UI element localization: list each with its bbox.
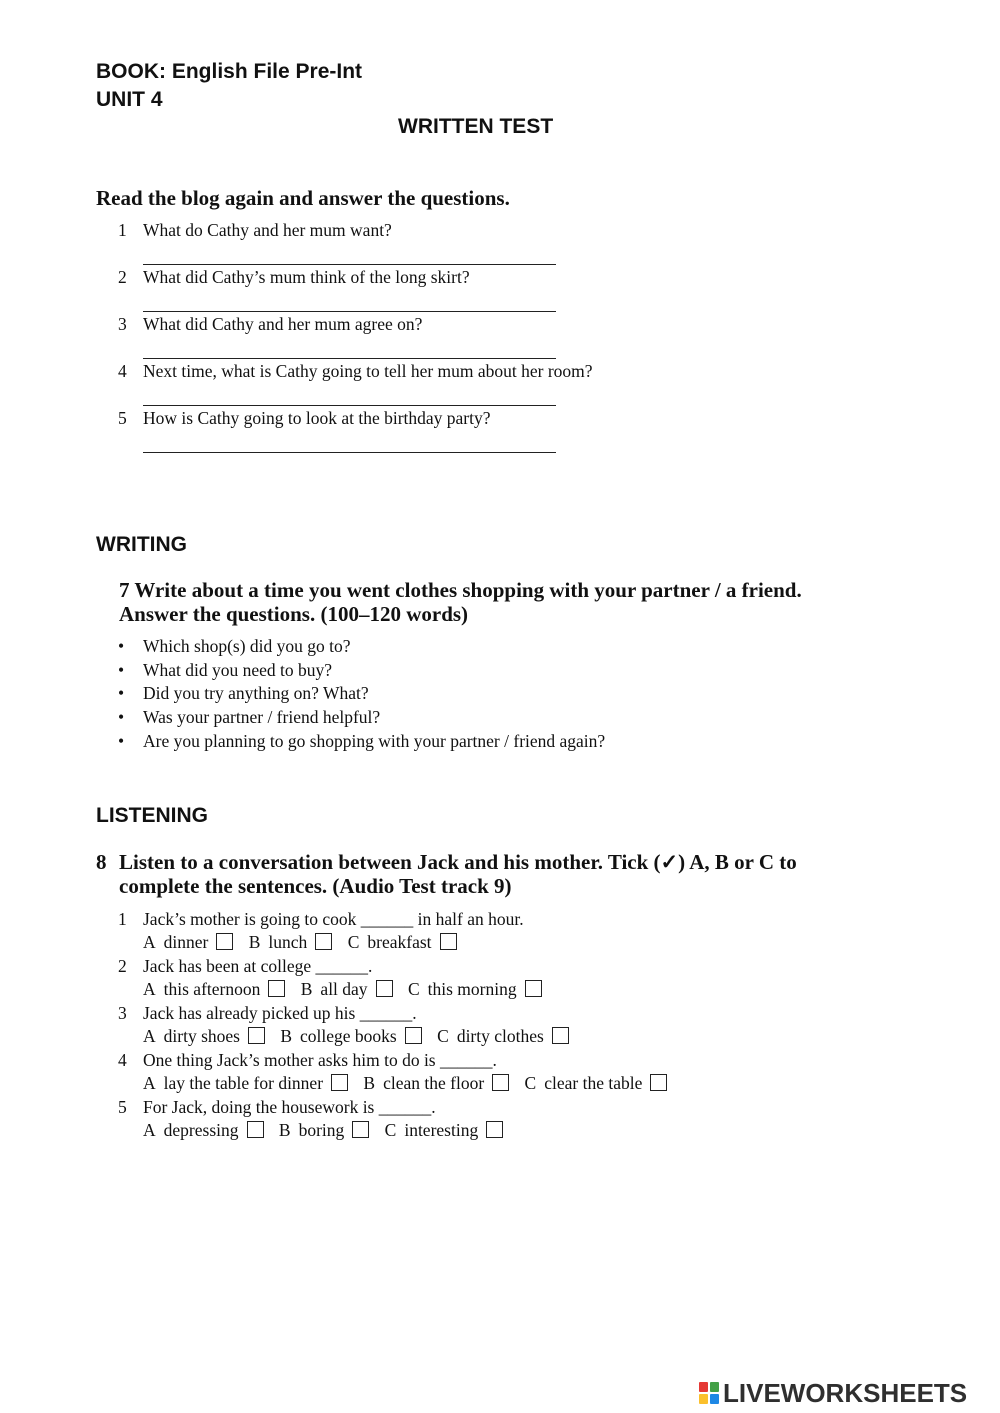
option-b: B clean the floor: [363, 1073, 509, 1094]
unit-title: UNIT 4: [96, 88, 163, 111]
option-a: A dinner: [143, 932, 233, 953]
bullet-text: Did you try anything on? What?: [143, 683, 369, 703]
question-text: What do Cathy and her mum want?: [143, 220, 392, 240]
options-row: [143, 1073, 678, 1094]
question-number: 5: [118, 408, 127, 428]
tick-box-4b[interactable]: [492, 1074, 509, 1091]
reading-question: [118, 361, 593, 382]
bullet-text: Was your partner / friend helpful?: [143, 707, 381, 727]
option-a: A dirty shoes: [143, 1026, 265, 1047]
option-c: C interesting: [385, 1120, 504, 1141]
option-b: B lunch: [249, 932, 333, 953]
tick-box-2b[interactable]: [376, 980, 393, 997]
item-text: For Jack, doing the housework is ______.: [143, 1097, 436, 1117]
tick-box-5c[interactable]: [486, 1121, 503, 1138]
reading-question: [118, 267, 470, 288]
liveworksheets-logo-icon: [698, 1380, 720, 1406]
option-c: C breakfast: [348, 932, 457, 953]
item-number: 5: [118, 1097, 127, 1117]
listening-task-line1: Listen to a conversation between Jack and his mother. Tick (✓) A, B or C to: [119, 850, 797, 874]
tick-box-3c[interactable]: [552, 1027, 569, 1044]
liveworksheets-logo[interactable]: [698, 1378, 967, 1408]
test-title: WRITTEN TEST: [398, 115, 554, 138]
item-number: 4: [118, 1050, 127, 1070]
writing-task-line2: Answer the questions. (100–120 words): [119, 602, 469, 626]
options-row: [143, 1120, 514, 1141]
options-row: [143, 979, 553, 1000]
bullet-item: [118, 660, 332, 681]
tick-box-4a[interactable]: [331, 1074, 348, 1091]
logo-text: LIVEWORKSHEETS: [723, 1377, 968, 1408]
reading-question: [118, 408, 491, 429]
tick-box-2a[interactable]: [268, 980, 285, 997]
bullet-text: Which shop(s) did you go to?: [143, 636, 351, 656]
question-text: How is Cathy going to look at the birthday party?: [143, 408, 491, 428]
bullet-text: Are you planning to go shopping with your partner / friend again?: [143, 731, 606, 751]
option-a: A depressing: [143, 1120, 264, 1141]
listening-item: [118, 1003, 417, 1024]
option-b: B all day: [301, 979, 393, 1000]
question-text: Next time, what is Cathy going to tell her mum about her room?: [143, 361, 593, 381]
bullet-icon: •: [118, 707, 125, 727]
writing-heading: WRITING: [96, 533, 187, 556]
option-c: C dirty clothes: [437, 1026, 569, 1047]
tick-box-3a[interactable]: [248, 1027, 265, 1044]
bullet-icon: •: [118, 660, 125, 680]
option-b: B boring: [279, 1120, 369, 1141]
question-number: 4: [118, 361, 127, 381]
tick-box-3b[interactable]: [405, 1027, 422, 1044]
option-a: A this afternoon: [143, 979, 285, 1000]
listening-item: [118, 1097, 436, 1118]
listening-item: [118, 909, 524, 930]
answer-line-4[interactable]: [143, 405, 556, 406]
item-number: 3: [118, 1003, 127, 1023]
tick-box-5b[interactable]: [352, 1121, 369, 1138]
tick-box-1a[interactable]: [216, 933, 233, 950]
question-number: 2: [118, 267, 127, 287]
options-row: [143, 1026, 580, 1047]
tick-box-4c[interactable]: [650, 1074, 667, 1091]
question-number: 1: [118, 220, 127, 240]
bullet-item: [118, 636, 351, 657]
question-text: What did Cathy and her mum agree on?: [143, 314, 423, 334]
answer-line-2[interactable]: [143, 311, 556, 312]
writing-task-line1: 7 Write about a time you went clothes shopping with your partner / a friend.: [119, 578, 802, 602]
option-c: C this morning: [408, 979, 542, 1000]
task-number: 8: [96, 850, 107, 874]
listening-task-line2: complete the sentences. (Audio Test track 9): [119, 874, 512, 898]
option-a: A lay the table for dinner: [143, 1073, 348, 1094]
options-row: [143, 932, 468, 953]
bullet-icon: •: [118, 683, 125, 703]
reading-instruction: Read the blog again and answer the questions.: [96, 186, 510, 210]
item-text: Jack has already picked up his ______.: [143, 1003, 417, 1023]
tick-box-5a[interactable]: [247, 1121, 264, 1138]
bullet-text: What did you need to buy?: [143, 660, 333, 680]
item-text: One thing Jack’s mother asks him to do is ______.: [143, 1050, 497, 1070]
listening-task: [96, 850, 916, 898]
bullet-item: [118, 731, 605, 752]
answer-line-5[interactable]: [143, 452, 556, 453]
reading-question: [118, 314, 422, 335]
book-title: BOOK: English File Pre-Int: [96, 60, 363, 83]
tick-box-1b[interactable]: [315, 933, 332, 950]
option-b: B college books: [280, 1026, 421, 1047]
bullet-icon: •: [118, 636, 125, 656]
bullet-item: [118, 683, 369, 704]
writing-task: [119, 578, 919, 626]
answer-line-3[interactable]: [143, 358, 556, 359]
item-text: Jack has been at college ______.: [143, 956, 373, 976]
question-number: 3: [118, 314, 127, 334]
question-text: What did Cathy’s mum think of the long skirt?: [143, 267, 470, 287]
listening-item: [118, 1050, 497, 1071]
reading-question: [118, 220, 392, 241]
listening-heading: LISTENING: [96, 804, 209, 827]
item-number: 2: [118, 956, 127, 976]
option-c: C clear the table: [525, 1073, 668, 1094]
bullet-icon: •: [118, 731, 125, 751]
tick-box-1c[interactable]: [440, 933, 457, 950]
tick-box-2c[interactable]: [525, 980, 542, 997]
bullet-item: [118, 707, 380, 728]
listening-item: [118, 956, 372, 977]
item-number: 1: [118, 909, 127, 929]
answer-line-1[interactable]: [143, 264, 556, 265]
item-text: Jack’s mother is going to cook ______ in half an hour.: [143, 909, 524, 929]
